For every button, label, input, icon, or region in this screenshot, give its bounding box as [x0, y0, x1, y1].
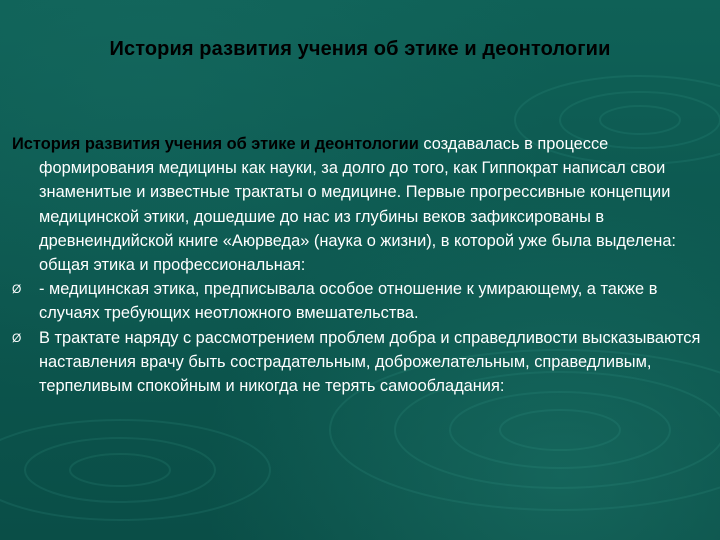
bullet-text-1: - медицинская этика, предписывала особое отношение к умирающему, а также в случаях требующих неотложного вмешательства.: [39, 280, 658, 323]
arrow-bullet-icon: Ø: [12, 282, 22, 297]
slide-title: История развития учения об этике и деонтологии: [109, 38, 611, 60]
bullet-item-1: [12, 277, 714, 325]
bullet-text-2: В трактате наряду с рассмотрением проблем добра и справедливости высказываются наставления врачу быть сострадательным, доброжелательным, справедливым, терпеливым спокойным и никогда не терять самообладания:: [39, 328, 701, 396]
intro-lead: История развития учения об этике и деонтологии: [12, 135, 419, 153]
arrow-bullet-icon: Ø: [12, 330, 22, 345]
intro-text: создавалась в процессе формирования медицины как науки, за долго до того, как Гиппократ написал свои знаменитые и известные трактаты о медицине. Первые прогрессивные концепции медицинской этики, дошедшие до нас из глубины веков зафиксированы в древнеиндийской книге «Аюрведа» (наука о жизни), в которой уже была выделена: общая этика и профессиональная:: [39, 135, 676, 275]
intro-paragraph: [12, 132, 714, 277]
slide-body: [12, 132, 714, 398]
bullet-item-2: [12, 326, 714, 399]
